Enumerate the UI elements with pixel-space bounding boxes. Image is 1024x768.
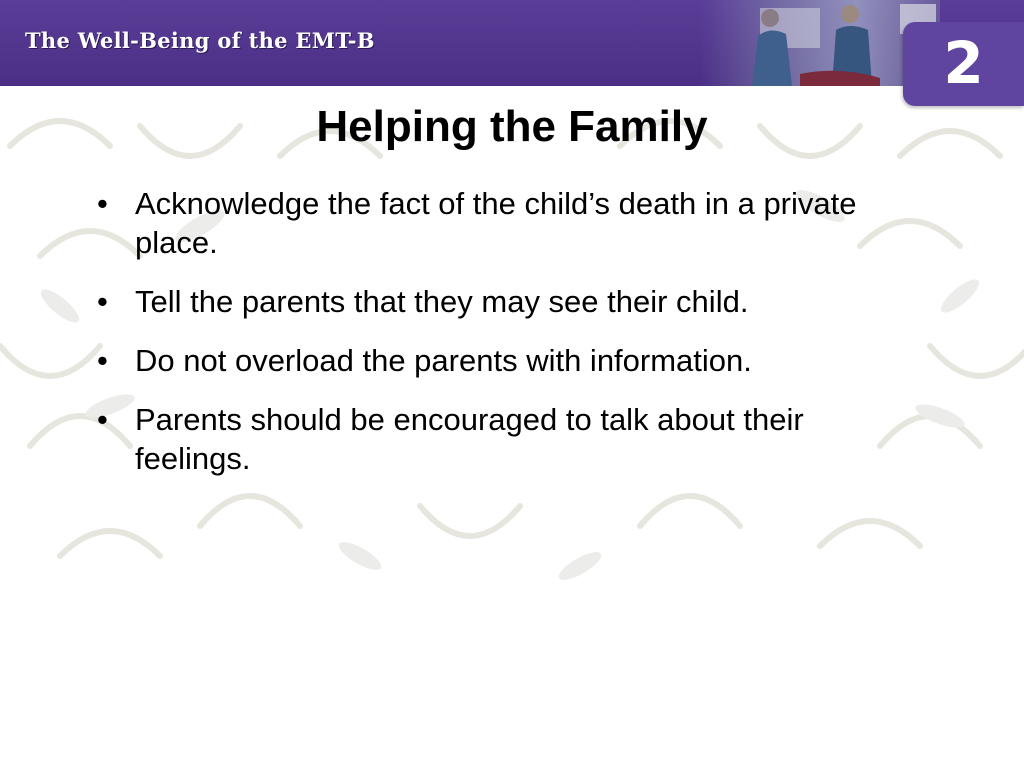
bullet-text: Do not overload the parents with information. bbox=[135, 343, 752, 378]
bullet-item bbox=[97, 400, 927, 478]
bullet-list bbox=[97, 184, 927, 498]
bullet-dot-icon: • bbox=[97, 186, 108, 221]
bullet-dot-icon: • bbox=[97, 343, 108, 378]
bullet-text: Tell the parents that they may see their child. bbox=[135, 284, 749, 319]
course-title: The Well-Being of the EMT-B bbox=[25, 28, 375, 53]
bullet-text: Parents should be encouraged to talk about their feelings. bbox=[135, 402, 804, 476]
bullet-item bbox=[97, 282, 927, 321]
bullet-item bbox=[97, 341, 927, 380]
slide-title: Helping the Family bbox=[316, 102, 708, 151]
chapter-number: 2 bbox=[943, 29, 984, 97]
bullet-item bbox=[97, 184, 927, 262]
bullet-dot-icon: • bbox=[97, 284, 108, 319]
bullet-dot-icon: • bbox=[97, 402, 108, 437]
bullet-text: Acknowledge the fact of the child’s death in a private place. bbox=[135, 186, 857, 260]
chapter-tab bbox=[903, 22, 1024, 106]
